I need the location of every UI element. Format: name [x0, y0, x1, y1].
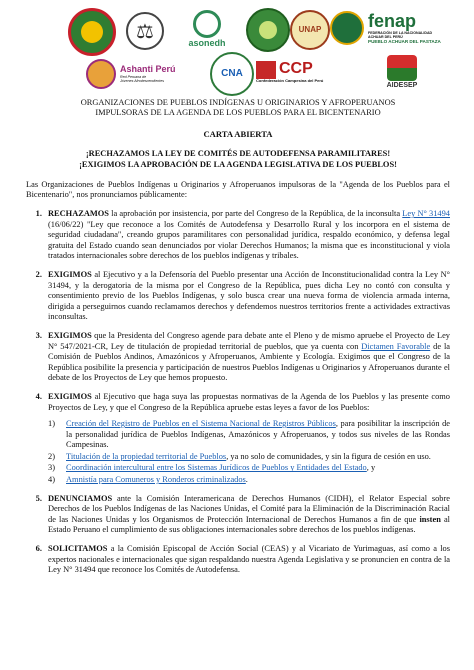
- sublist-item: 1) Creación del Registro de Pueblos en el Sistema Nacional de Registros Públicos, para posibilitar la inscripción de la personalidad jurídica de Pueblos Indígenas, Amazónicos y Afroperuanos, y todos sus niveles de las Rondas Campesinas.: [48, 419, 450, 450]
- list-item: 5. DENUNCIAMOS ante la Comisión Interamericana de Derechos Humanos (CIDH), el Relator Especial sobre Derechos de los Pueblos Indígenas de las Naciones Unidas, el Comité para la Eliminación de la Discriminación Racial de las Naciones Unidas y los Organismos de Protección Internacional de Derechos Humanos a fin de que insten al Estado Peruano el cumplimiento de sus obligaciones internacionales sobre derechos de los pueblos indígenas.: [44, 494, 450, 536]
- list-item: 6. SOLICITAMOS a la Comisión Episcopal de Acción Social (CEAS) y al Vicariato de Yurimaguas, así como a los expertos nacionales e internacionales que sigan respaldando nuestra Agenda Legislativa y se pronuncien en contra de la Ley N° 31494 que reconoce los Comités de Autodefensa.: [44, 544, 450, 576]
- justice-scales-logo: ⚖: [126, 12, 164, 50]
- list-item: 1. RECHAZAMOS la aprobación por insistencia, por parte del Congreso de la República, de la inconsulta Ley N° 31494 (16/06/22) "Ley que reconoce a los Comités de Autodefensa y Desarrollo Rural y los incorpora en el sistema de seguridad ciudadana", creando grupos paramilitares con personalidad jurídica, respaldo económico, y defensa legal gratuita del Estado cuando sean denunciados por violar Derechos Humanos; la misma que es inconstitucional y viola tratados internacionales sobre derechos de los pueblos indígenas y tribales.: [44, 209, 450, 262]
- proposals-sublist: [48, 419, 450, 486]
- asonedh-logo: asonedh: [176, 8, 238, 50]
- list-item: 3. EXIGIMOS que la Presidenta del Congreso agende para debate ante el Pleno y de mismo apruebe el Proyecto de Ley N° 547/2021-CR, Ley de titulación de propiedad territorial de pueblos, que ya cuenta con Dictamen Favorable de la Comisión de Pueblos Andinos, Amazónicos y Afroperuanos, Ambiente y Ecología. Exigimos que el Congreso de la República posibilite la presencia y participación de nuestros Pueblos Indígenas u Originarios y Afroperuanos durante el debate de los Proyectos de Ley que hemos propuesto.: [44, 331, 450, 384]
- sublist-item: 3) Coordinación intercultural entre los Sistemas Jurídicos de Pueblos y Entidades del Estado, y: [48, 463, 376, 473]
- intro-paragraph: Las Organizaciones de Pueblos Indígenas u Originarios y Afroperuanos impulsoras de la "Agenda de los Pueblos para el Bicentenario", nos pronunciamos públicamente:: [26, 179, 450, 200]
- letter-body: [26, 98, 450, 584]
- list-item: 2. EXIGIMOS al Ejecutivo y a la Defensoría del Pueblo presentar una Acción de Inconstitucionalidad contra la Ley N° 31494, y la derogatoria de la misma por el Congreso de la República, pues dicha Ley no contó con consulta y consentimiento previo de los Pueblos Indígenas, y solo busca crear una nueva forma de violencia armada interna, dirigida a perseguirnos cuando reclamamos derechos y defendemos nuestros territorios frente a actividades extractivas inconsultas.: [44, 270, 450, 323]
- seal-logo-1: [68, 8, 116, 56]
- logo-bar: [0, 0, 474, 100]
- dictamen-favorable-link[interactable]: Dictamen Favorable: [361, 341, 431, 351]
- ashanti-peru-logo: Ashanti Perú Red Peruana de Jóvenes Afrodescendientes: [86, 56, 190, 92]
- ccp-logo: CCP Confederación Campesina del Perú: [256, 60, 324, 83]
- unap-logo: UNAP: [290, 10, 330, 50]
- organizations-title: ORGANIZACIONES DE PUEBLOS INDÍGENAS U ORIGINARIOS Y AFROPERUANOS IMPULSORAS DE LA AGENDA DE LOS PUEBLOS PARA EL BICENTENARIO: [80, 98, 396, 118]
- demands-list: [26, 209, 450, 576]
- headline: ¡RECHAZAMOS LA LEY DE COMITÉS DE AUTODEFENSA PARAMILITARES! ¡EXIGIMOS LA APROBACIÓN DE LA AGENDA LEGISLATIVA DE LOS PUEBLOS!: [79, 149, 397, 169]
- coordinacion-link[interactable]: Coordinación intercultural entre los Sistemas Jurídicos de Pueblos y Entidades del Estado: [66, 463, 367, 473]
- green-seal-logo: [246, 8, 290, 52]
- document-type-heading: CARTA ABIERTA: [203, 128, 273, 139]
- fenap-logo: fenap FEDERACIÓN DE LA NACIONALIDAD ACHUAR DEL PERÚ PUEBLO ACHUAR DEL PASTAZA: [330, 6, 460, 50]
- sublist-item: 2) Titulación de la propiedad territorial de Pueblos, ya no solo de comunidades, y sin la figura de cesión en uso.: [48, 451, 431, 461]
- cna-logo: CNA: [210, 52, 254, 96]
- sublist-item: 4) Amnistía para Comuneros y Ronderos criminalizados.: [48, 475, 248, 485]
- amnistia-link[interactable]: Amnistía para Comuneros y Ronderos criminalizados: [66, 475, 246, 485]
- titulacion-link[interactable]: Titulación de la propiedad territorial de Pueblos: [66, 451, 227, 461]
- list-item: 4. EXIGIMOS al Ejecutivo que haga suya las propuestas normativas de la Agenda de los Pueblos y las presente como Proyectos de Ley, y que el Congreso de la República apruebe estas leyes a favor de los Pueblos: 1) Creación del Registro de Pueblos en el Sistema Nacional de Registros Públicos, para posibilitar la inscripción de la personalidad jurídica de Pueblos Indígenas, Amazónicos y Afroperuanos, y todos sus niveles de las Rondas Campesinas. 2) Titulación de la propiedad territorial de Pueblos, ya no solo de comunidades, y sin la figura de cesión en uso. 3) Coordinación intercultural entre los Sistemas Jurídicos de Pueblos y Entidades del Estado, y 4) Amnistía para Comuneros y Ronderos criminalizados.: [44, 392, 450, 486]
- law-31494-link[interactable]: Ley N° 31494: [402, 209, 450, 218]
- aidesep-logo: AIDESEP: [372, 52, 432, 92]
- registro-pueblos-link[interactable]: Creación del Registro de Pueblos en el Sistema Nacional de Registros Públicos: [66, 419, 336, 429]
